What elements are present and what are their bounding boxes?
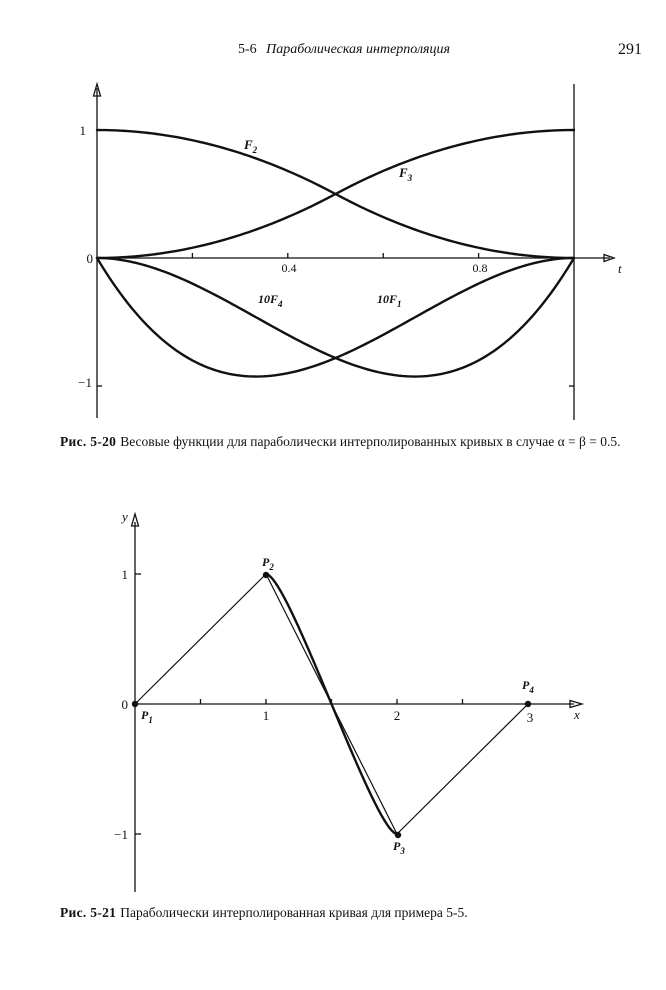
figure-5-20-caption — [60, 433, 644, 451]
label-10F1: $10F_1$ — [377, 292, 402, 309]
label-F3: $F_3$ — [399, 165, 413, 183]
label-F2: $F_2$ — [244, 137, 258, 155]
x-axis-label: t — [618, 261, 622, 276]
y-axis-label: y — [122, 509, 128, 524]
curve-10F1 — [97, 258, 574, 377]
section-number: 5-6 — [238, 42, 257, 57]
label-10F4: $10F_4$ — [258, 292, 283, 309]
x-tick-label-1: 1 — [262, 708, 270, 723]
caption-text: Весовые функции для параболически интерполированных кривых в случае α = β = 0.5. — [120, 434, 621, 449]
y-tick-label-1: 1 — [79, 123, 86, 138]
point-P1 — [132, 701, 138, 707]
point-P2 — [263, 572, 269, 578]
y-tick-label-1: 1 — [121, 567, 128, 582]
figure-5-21-caption — [60, 904, 644, 922]
label-P2: $P_2$ — [262, 555, 274, 572]
figure-5-20-plot — [0, 0, 666, 430]
x-tick-label-0.8: 0.8 — [472, 261, 488, 275]
caption-label: Рис. 5-20 — [60, 434, 117, 449]
figure-5-21-plot — [0, 500, 666, 920]
y-axis — [94, 84, 101, 418]
x-tick-label-0.4: 0.4 — [281, 261, 297, 275]
x-axis — [135, 701, 582, 708]
y-tick-label-minus1: −1 — [114, 827, 128, 842]
page-number: 291 — [618, 41, 642, 58]
point-P4 — [525, 701, 531, 707]
y-tick-label-0: 0 — [86, 251, 93, 266]
caption-text: Параболически интерполированная кривая для примера 5-5. — [120, 905, 468, 920]
label-P4: $P_4$ — [522, 678, 534, 695]
label-P3: $P_3$ — [393, 839, 405, 856]
y-tick-label-minus1: −1 — [78, 375, 92, 390]
curve-F3 — [97, 130, 574, 258]
caption-label: Рис. 5-21 — [60, 905, 117, 920]
x-tick-label-2: 2 — [393, 708, 401, 723]
point-P3 — [395, 832, 401, 838]
x-axis-label: x — [574, 707, 580, 722]
label-P1: $P_1$ — [141, 708, 153, 725]
section-title: Параболическая интерполяция — [266, 42, 451, 57]
y-tick-label-0: 0 — [121, 697, 128, 712]
x-tick-label-3: 3 — [526, 710, 534, 725]
